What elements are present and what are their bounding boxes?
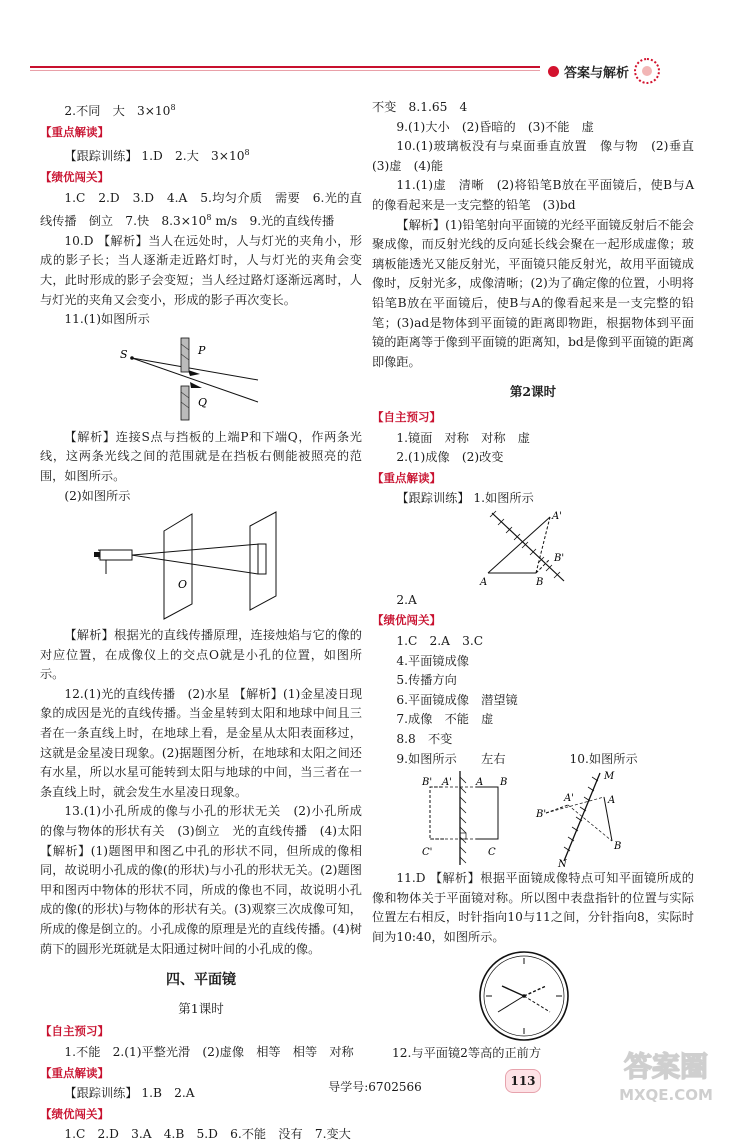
answer-line: 1.C 2.A 3.C [396, 634, 484, 649]
header-title: 答案与解析 [564, 65, 630, 81]
label-a: A [476, 777, 484, 789]
watermark-line2: MXQE.COM [619, 1086, 713, 1104]
answer-line: 【跟踪训练】 1.如图所示 [396, 491, 534, 506]
figure-pinhole-diagram [40, 506, 362, 626]
answer-line: 7.成像 不能 虚 [396, 712, 494, 727]
right-column [372, 98, 707, 1063]
figure-shadow-diagram [40, 330, 362, 428]
answer-line: 9.(1)大小 (2)昏暗的 (3)不能 虚 [396, 119, 594, 134]
label-a-prime: A' [564, 793, 574, 805]
left-column [40, 98, 362, 1145]
answer-line: 2.(1)成像 (2)改变 [396, 450, 504, 465]
section-label: 【自主预习】 [372, 409, 441, 424]
label-b: B [614, 841, 622, 853]
answer-line: 2.不同 大 $3\times 10^8$ [64, 103, 176, 119]
bullet-icon [548, 66, 559, 77]
section-label: 【绩优闯关】 [372, 613, 441, 628]
label-q: Q [198, 395, 208, 409]
label-a-prime: A' [552, 510, 562, 522]
answer-paragraph: 13.(1)小孔所成的像与小孔的形状无关 (2)小孔所成的像与物体的形状有关 (3)倒立 光的直线传播 (4)太阳 【解析】(1)题图甲和图乙中孔的形状不同，但所成的像相同，故说明小孔成的像(的形状)与小孔的形状无关。(2)题图甲和图丙中物体的形状不同，所成的像也不同，故说明小孔成的像(的形状)与物体的形状有关。(3)观察三次成像可知，所成的像是倒立的。小孔成像的原理是光的直线传播。(4)树荫下的圆形光斑就是太阳通过树叶间的小孔成的像。 [40, 804, 362, 956]
section-label: 【重点解读】 [372, 470, 441, 485]
label-a-prime: A' [442, 777, 452, 789]
guide-code: 导学号:6702566 [328, 1080, 422, 1094]
answer-line: 【跟踪训练】 1.B 2.A [64, 1086, 195, 1101]
label-b-prime: B' [554, 552, 565, 564]
label-s: S [120, 347, 128, 361]
answer-line: 1.C 2.D 3.A 4.B 5.D 6.不能 没有 7.变大 [64, 1127, 351, 1142]
answer-line: 11.(1)虚 清晰 (2)将铅笔B放在平面镜后，使B与A的像看起来是一支完整的铅笔 (3)bd [372, 178, 694, 212]
answer-paragraph: 【解析】根据光的直线传播原理，连接烛焰与它的像的对应位置，在成像仪上的交点O就是小孔的位置，如图所示。 [40, 628, 362, 682]
section-label: 【自主预习】 [40, 1024, 109, 1039]
label-m: M [604, 771, 615, 783]
figure-clock [372, 948, 694, 1044]
label-n: N [558, 859, 567, 870]
label-c-prime: C' [422, 847, 433, 859]
answer-line: 不变 8.1.65 4 [372, 100, 468, 114]
header-brand [548, 58, 660, 84]
sun-logo-icon [634, 58, 660, 84]
label-a: A [608, 795, 616, 807]
label-c: C [488, 847, 496, 859]
answer-line: 【跟踪训练】 1.D 2.大 $3\times 10^8$ [64, 148, 250, 164]
section-label: 【绩优闯关】 [40, 169, 109, 184]
answer-line: (2)如图所示 [64, 488, 131, 503]
answer-line: 8.8 不变 [396, 732, 453, 747]
label-b: B [536, 576, 544, 588]
section-label: 【重点解读】 [40, 1065, 109, 1080]
watermark-line1: 答案圈 [623, 1050, 709, 1083]
answer-line: 11.(1)如图所示 [64, 312, 150, 327]
page-number: 113 [505, 1069, 541, 1093]
section-label: 【绩优闯关】 [40, 1106, 109, 1121]
answer-line: 9.如图所示 左右 10.如图所示 [396, 751, 638, 766]
section-label: 【重点解读】 [40, 124, 109, 139]
answer-line: 1.不能 2.(1)平整光滑 (2)虚像 相等 相等 对称 [64, 1044, 354, 1059]
answer-line: 12.与平面镜2等高的正前方 [392, 1045, 542, 1060]
section-heading: 四、平面镜 [166, 972, 236, 989]
answer-line: 4.平面镜成像 [396, 653, 469, 668]
answer-paragraph: 12.(1)光的直线传播 (2)水星 【解析】(1)金星凌日现象的成因是光的直线传播。当金星转到太阳和地球中间且三者在一条直线上时，在地球上看，是金星从太阳表面移过，这就是金星凌日现象。(2)据题图分析，在地球和太阳之间还有水星，所以水星可能转到太阳与地球的中间，当三者在一条直线上时，就会发生水星凌日现象。 [40, 686, 362, 799]
answer-paragraph: 10.D 【解析】当人在远处时，人与灯光的夹角小，形成的影子长；当人逐渐走近路灯时，人与灯光的夹角会变大，此时形成的影子会变短；当人经过路灯逐渐远离时，人与灯光的夹角又会变小，形成的影子再次变长。 [40, 233, 362, 307]
label-a: A [480, 576, 488, 588]
answer-paragraph: 11.D 【解析】根据平面镜成像特点可知平面镜所成的像和物体关于平面镜对称。所以图中表盘指针的位置与实际位置左右相反，时针指向10与11之间，分针指向8，实际时间为10:40，如图所示。 [372, 871, 694, 944]
label-b-prime: B' [536, 809, 547, 821]
lesson-heading: 第1课时 [178, 1000, 224, 1016]
label-o: O [178, 578, 188, 592]
watermark-logo [596, 1042, 736, 1108]
answer-line: 1.C 2.D 3.D 4.A 5.均匀介质 需要 6.光的直线传播 倒立 7.快 $8.3\times 10^8$ m/s 9.光的直线传播 [40, 190, 362, 229]
answer-line: 10.(1)玻璃板没有与桌面垂直放置 像与物 (2)垂直 (3)虚 (4)能 [372, 139, 707, 173]
answer-paragraph: 【解析】连接S点与挡板的上端P和下端Q，作两条光线，这两条光线之间的范围就是在挡板右侧能被照亮的范围，如图所示。 [40, 429, 362, 483]
label-p: P [198, 343, 206, 357]
header-rule [30, 66, 540, 72]
label-b-prime: B' [422, 777, 433, 789]
figure-mirror-triangle [372, 509, 694, 591]
figure-mirror-pair [372, 769, 694, 869]
answer-line: 6.平面镜成像 潜望镜 [396, 692, 518, 707]
lesson-heading: 第2课时 [509, 384, 557, 400]
answer-line: 1.镜面 对称 对称 虚 [396, 430, 530, 445]
answer-paragraph: 【解析】(1)铅笔射向平面镜的光经平面镜反射后不能会聚成像，而反射光线的反向延长线会聚在一起形成虚像；玻璃板能透光又能反射光，平面镜只能反射光，故用平面镜成像时，反射光多，成像清晰；(2)为了确定像的位置，小明将铅笔B放在平面镜后，使B与A的像看起来是一支完整的铅笔；(3)ad是物体到平面镜的距离即物距，根据物体到平面镜的距离等于像到平面镜的距离知，bd是像到平面镜的距离即像距。 [372, 217, 694, 369]
answer-line: 5.传播方向 [396, 673, 457, 688]
answer-line: 2.A [396, 592, 417, 607]
label-b: B [500, 777, 508, 789]
